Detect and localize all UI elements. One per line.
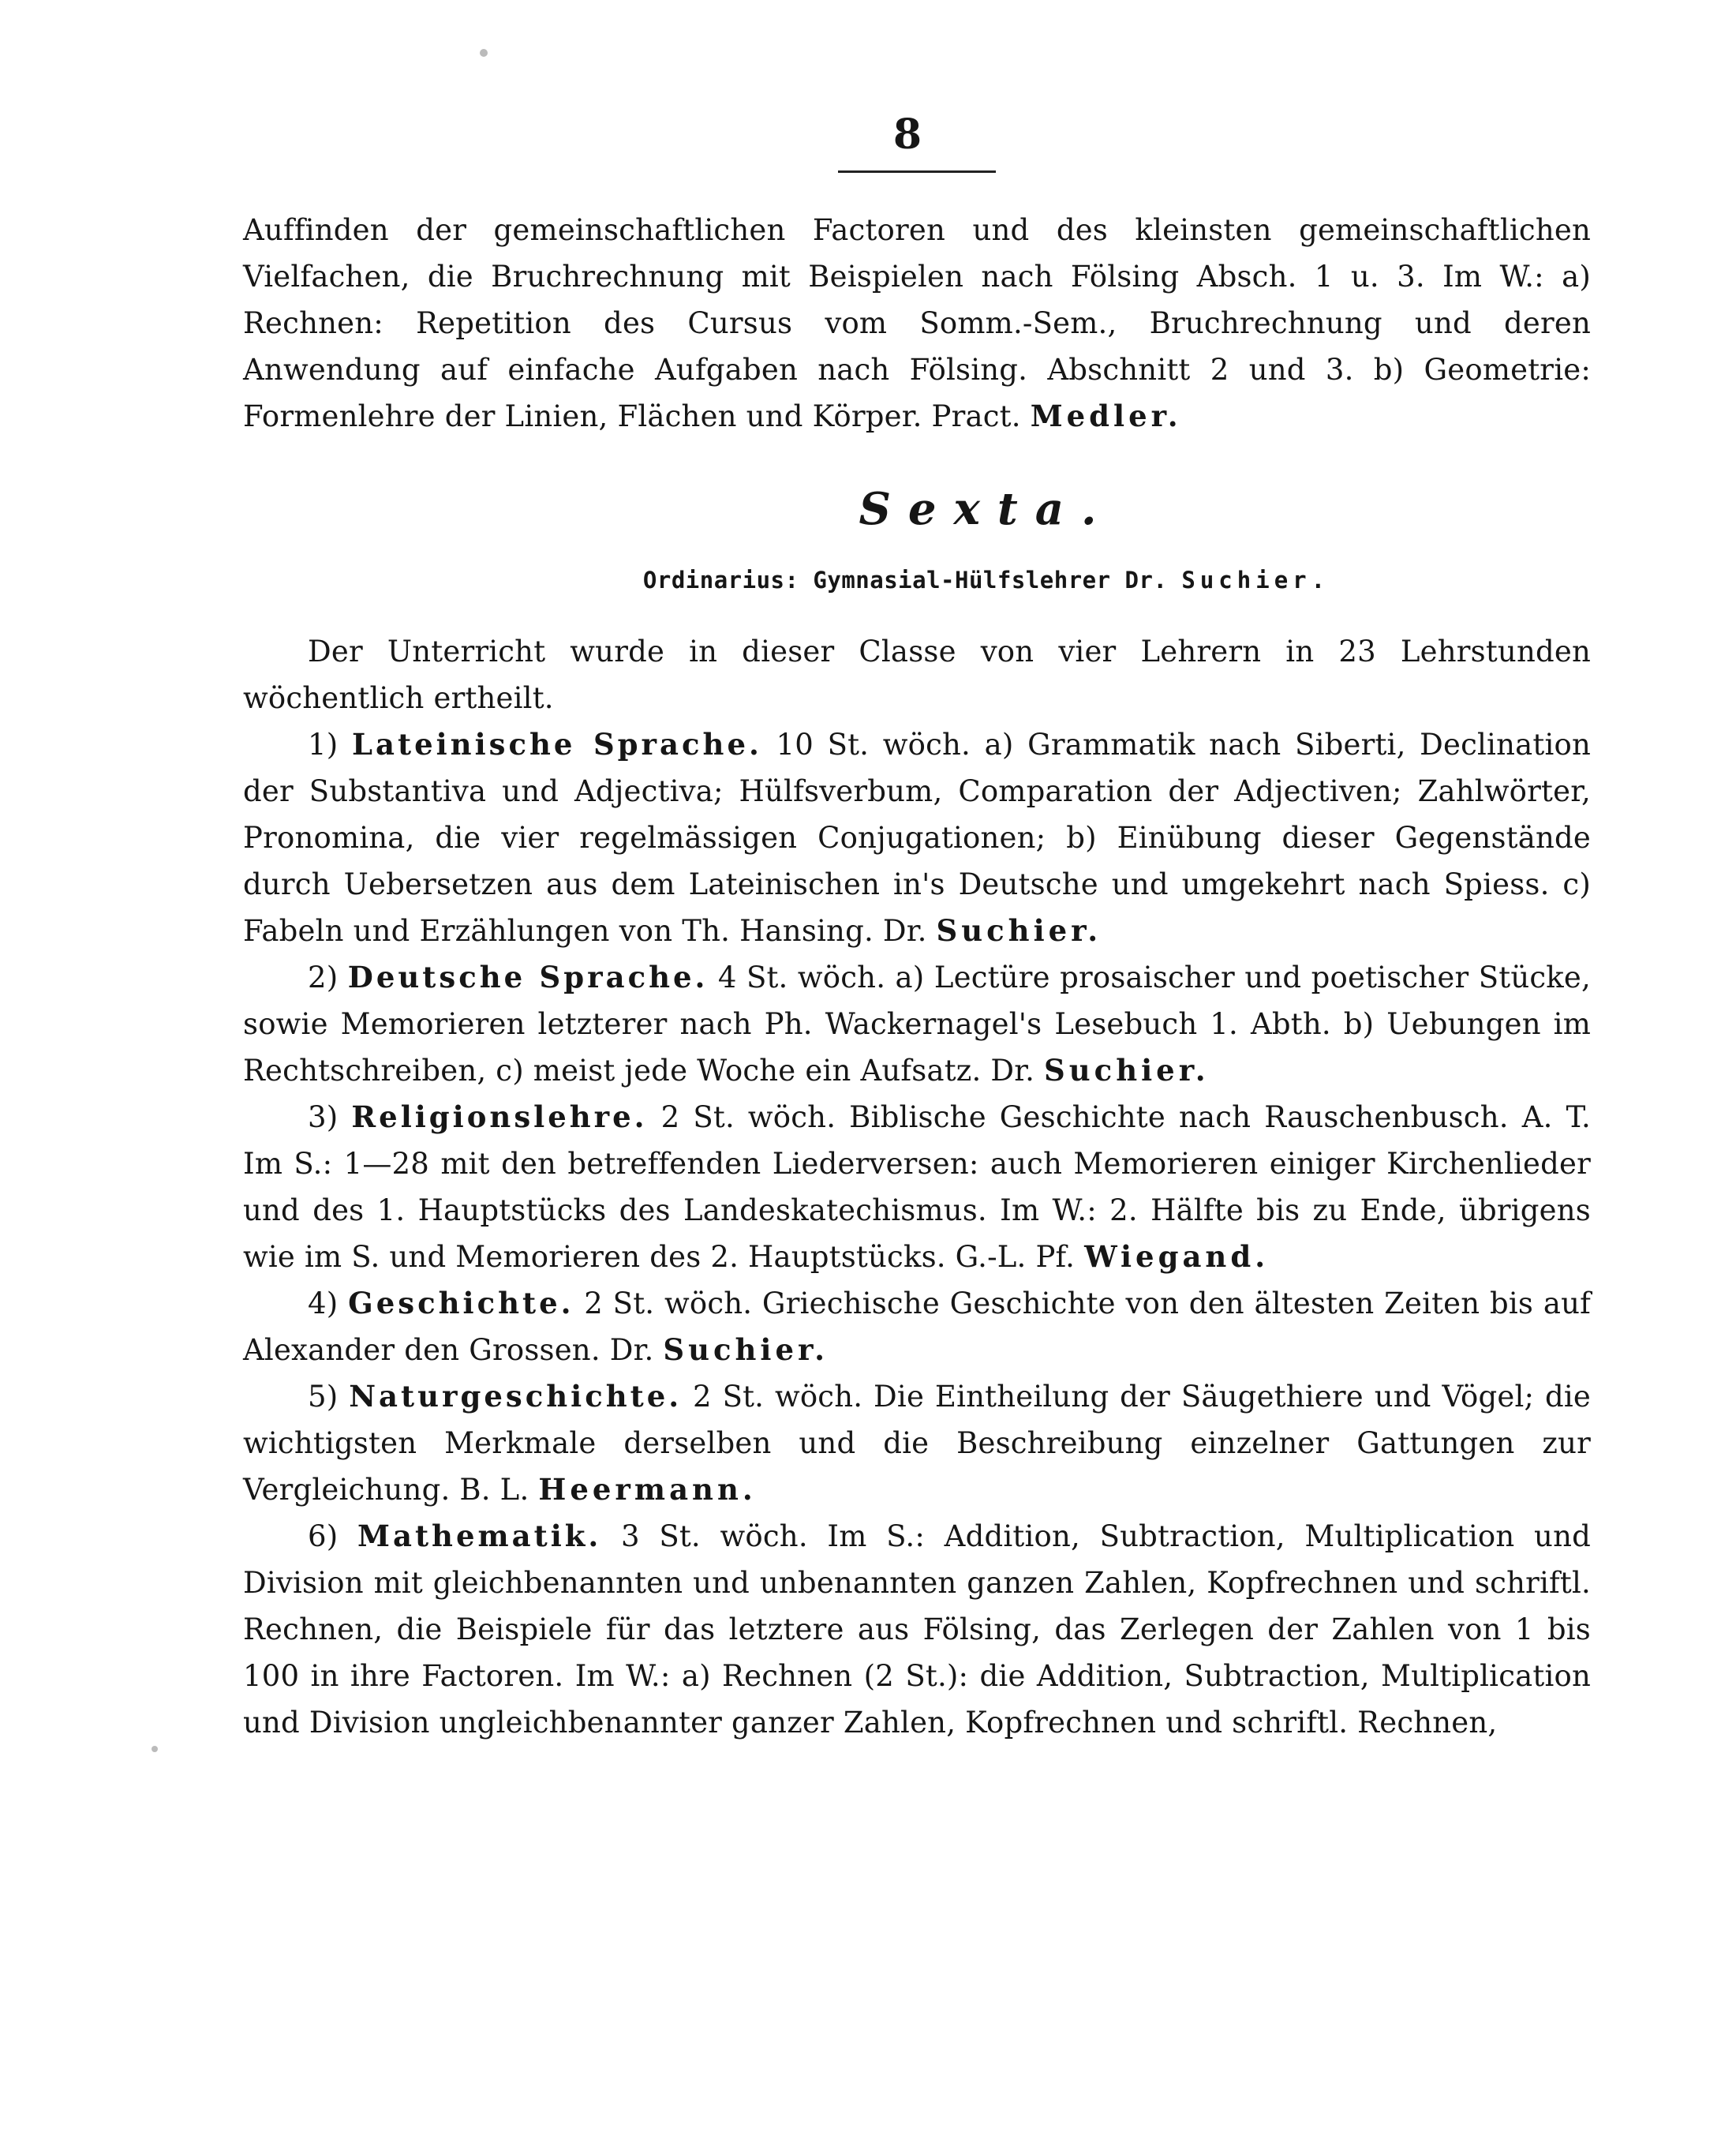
subject-german <box>243 954 1591 1094</box>
page-number-rule <box>838 170 996 173</box>
subject-number: 4) <box>308 1286 339 1320</box>
subject-teacher: Suchier. <box>663 1332 829 1367</box>
section-title: Sexta. <box>859 483 1114 535</box>
subject-number: 6) <box>308 1519 339 1553</box>
subject-history <box>243 1280 1591 1373</box>
page-number: 8 <box>892 110 922 159</box>
subject-text: 2 St. wöch. Die Eintheilung der Säugethiere und Vögel; die wichtigsten Merkmale derselben und die Beschreibung einzelner Gattungen zur Vergleichung. B. L. <box>243 1380 1591 1507</box>
subject-text: 3 St. wöch. Im S.: Addition, Subtraction, Multiplication und Division mit gleichbenannten und unbenannten ganzen Zahlen, Kopfrechnen und schriftl. Rechnen, die Beispiele für das letztere aus Fölsing, das Zerlegen der Zahlen von 1 bis 100 in ihre Factoren. Im W.: a) Rechnen (2 St.): die Addition, Subtraction, Multiplication und Division ungleichbenannter ganzer Zahlen, Kopfrechnen und schriftl. Rechnen, <box>243 1519 1591 1740</box>
subject-natural-history <box>243 1373 1591 1513</box>
ordinarius-line <box>473 567 1499 594</box>
subject-latin <box>243 721 1591 954</box>
subject-name: Mathematik. <box>357 1519 602 1553</box>
subject-name: Geschichte. <box>348 1286 574 1320</box>
continuation-text: Auffinden der gemeinschaftlichen Factoren und des kleinsten gemeinschaftlichen Vielfachen, die Bruchrechnung mit Beispielen nach Fölsing Absch. 1 u. 3. Im W.: a) Rechnen: Repetition des Cursus vom Somm.-Sem., Bruchrechnung und deren Anwendung auf einfache Aufgaben nach Fölsing. Abschnitt 2 und 3. b) Geometrie: Formenlehre der Linien, Flächen und Körper. Pract. <box>243 213 1591 433</box>
continuation-block <box>243 207 1591 440</box>
paper-speck <box>152 1746 158 1752</box>
subject-name: Deutsche Sprache. <box>347 960 709 994</box>
subject-text: 2 St. wöch. Biblische Geschichte nach Rauschenbusch. A. T. Im S.: 1—28 mit den betreffenden Liederversen: auch Memorieren einiger Kirchenlieder und des 1. Hauptstücks des Landeskatechismus. Im W.: 2. Hälfte bis zu Ende, übrigens wie im S. und Memorieren des 2. Hauptstücks. G.-L. Pf. <box>243 1100 1591 1274</box>
ordinarius-name: Suchier. <box>1181 567 1330 594</box>
subject-number: 2) <box>308 961 339 994</box>
sexta-body <box>243 628 1591 1746</box>
continuation-teacher: Medler. <box>1030 399 1182 433</box>
subject-mathematics <box>243 1513 1591 1746</box>
subject-religion <box>243 1094 1591 1280</box>
subject-name: Religionslehre. <box>351 1099 648 1134</box>
ordinarius-label: Ordinarius: Gymnasial-Hülfslehrer Dr. <box>642 567 1168 594</box>
subject-text: 2 St. wöch. Griechische Geschichte von den ältesten Zeiten bis auf Alexander den Grossen. Dr. <box>243 1286 1592 1367</box>
subject-number: 1) <box>308 728 339 762</box>
continuation-paragraph <box>243 207 1591 440</box>
subject-teacher: Suchier. <box>936 913 1102 948</box>
subject-name: Naturgeschichte. <box>349 1379 683 1414</box>
subject-name: Lateinische Sprache. <box>352 727 762 762</box>
subject-teacher: Suchier. <box>1044 1053 1210 1088</box>
subject-teacher: Heermann. <box>538 1472 757 1507</box>
subject-teacher: Wiegand. <box>1084 1239 1270 1274</box>
subject-number: 5) <box>308 1380 339 1414</box>
subject-text: 10 St. wöch. a) Grammatik nach Siberti, Declination der Substantiva und Adjectiva; Hülfsverbum, Comparation der Adjectiven; Zahlwörter, Pronomina, die vier regelmässigen Conjugationen; b) Einübung dieser Gegenstände durch Uebersetzen aus dem Lateinischen in's Deutsche und umgekehrt nach Spiess. c) Fabeln und Erzählungen von Th. Hansing. Dr. <box>243 728 1591 948</box>
subject-number: 3) <box>308 1100 339 1134</box>
paper-speck <box>480 49 488 57</box>
intro-paragraph: Der Unterricht wurde in dieser Classe von vier Lehrern in 23 Lehrstunden wöchentlich ertheilt. <box>243 635 1591 715</box>
subject-text: 4 St. wöch. a) Lectüre prosaischer und poetischer Stücke, sowie Memorieren letzterer nach Ph. Wackernagel's Lesebuch 1. Abth. b) Uebungen im Rechtschreiben, c) meist jede Woche ein Aufsatz. Dr. <box>243 961 1591 1088</box>
